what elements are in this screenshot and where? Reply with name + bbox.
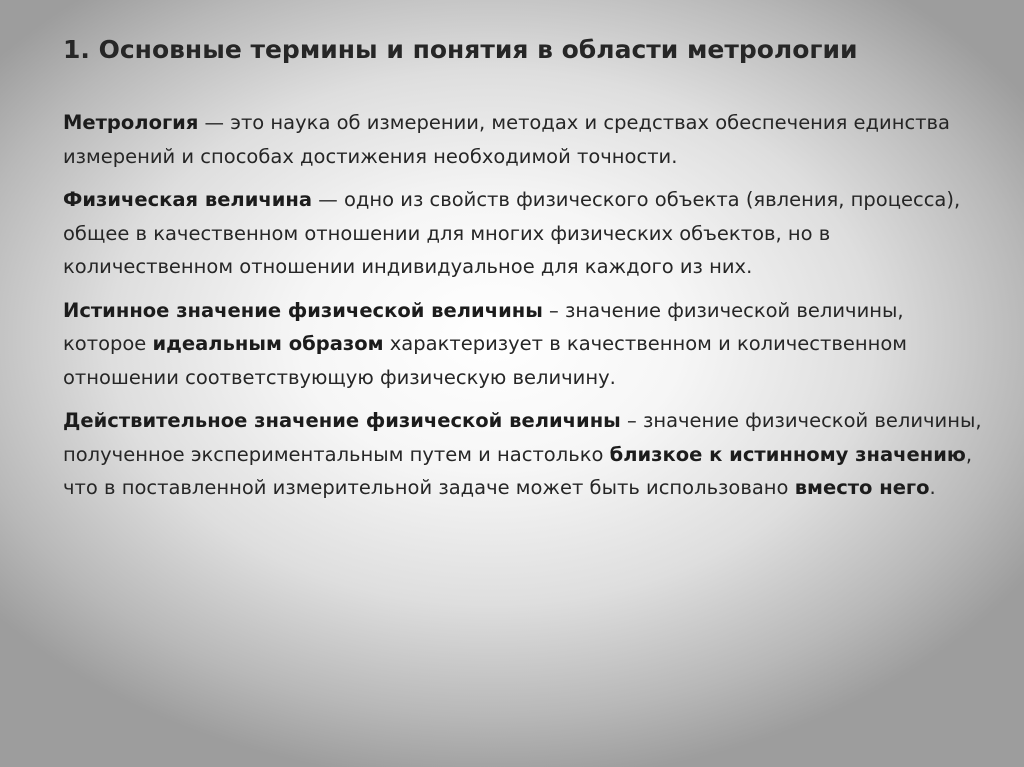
definition-actual-value-part1: – значение физической величины, полученное экспериментальным путем и настолько (63, 409, 982, 466)
slide-body (63, 106, 983, 515)
emphasis-instead-of-it: вместо него (794, 476, 930, 499)
definition-true-value-part2: характеризует в качественном и количественном отношении соответствующую физическую величину. (63, 332, 908, 389)
slide-title: 1. Основные термины и понятия в области метрологии (63, 35, 858, 64)
definition-true-value-part1: – значение физической величины, которое (63, 298, 904, 355)
paragraph-true-value (63, 294, 983, 395)
emphasis-close-to-true-value: близкое к истинному значению (609, 442, 966, 466)
emphasis-ideal-way: идеальным образом (152, 332, 384, 355)
definition-metrology: — это наука об измерении, методах и средствах обеспечения единства измерений и способах достижения необходимой точности. (63, 111, 950, 168)
term-physical-quantity: Физическая величина (63, 188, 313, 211)
definition-actual-value-part2: , что в поставленной измерительной задаче может быть использовано (63, 442, 973, 499)
term-actual-value: Действительное значение физической величины (63, 409, 621, 432)
definition-physical-quantity: — одно из свойств физического объекта (явления, процесса), общее в качественном отношении для многих физических объектов, но в количественном отношении индивидуальное для каждого из них. (63, 188, 961, 278)
definition-actual-value-part3: . (929, 476, 936, 499)
paragraph-actual-value (63, 404, 983, 505)
paragraph-physical-quantity (63, 183, 983, 284)
paragraph-metrology (63, 106, 983, 173)
term-true-value: Истинное значение физической величины (63, 298, 543, 322)
term-metrology: Метрология (63, 111, 199, 134)
